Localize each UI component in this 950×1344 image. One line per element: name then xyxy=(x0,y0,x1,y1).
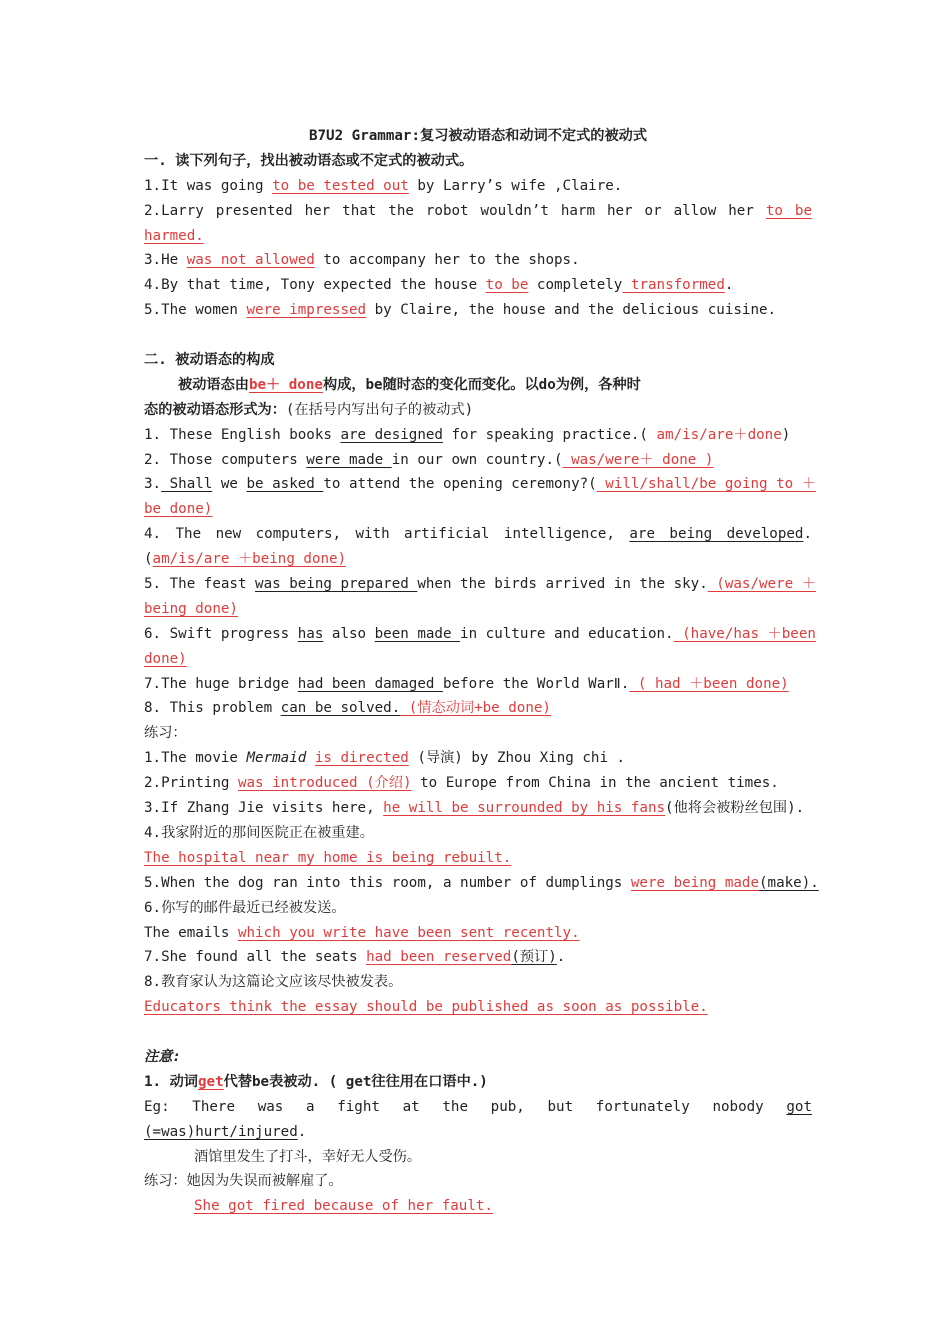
practice-label: 练习： xyxy=(144,725,187,742)
practice-5: 5.When the dog ran into this room, a number of dumplings were being made(make). xyxy=(144,874,819,891)
note-label: 注意: xyxy=(144,1048,181,1065)
s1-sentence-2: 2.Larry presented her that the robot wouldn’t harm her or allow her to be xyxy=(144,202,812,219)
s2-sentence-1: 1. These English books are designed for speaking practice.( am/is/are＋done) xyxy=(144,426,791,443)
practice-6-answer: The emails which you write have been sent recently. xyxy=(144,924,580,941)
practice-4-answer: The hospital near my home is being rebuilt. xyxy=(144,849,512,866)
s2-sentence-6: 6. Swift progress has also been made in culture and education. (have/has ＋been xyxy=(144,625,816,642)
practice-1: 1.The movie Mermaid is directed (导演) by Zhou Xing chi . xyxy=(144,750,626,767)
practice-2: 2.Printing was introduced (介绍) to Europe from China in the ancient times. xyxy=(144,775,779,792)
s2-sentence-5: 5. The feast was being prepared when the birds arrived in the sky. (was/were ＋ xyxy=(144,576,816,593)
s1-sentence-4: 4.By that time, Tony expected the house to be completely transformed. xyxy=(144,277,734,294)
note-1: 1. 动词get代替be表被动. ( get往往用在口语中.) xyxy=(144,1073,488,1090)
document-page xyxy=(144,124,819,1219)
s1-sentence-3: 3.He was not allowed to accompany her to the shops. xyxy=(144,252,580,269)
practice-3: 3.If Zhang Jie visits here, he will be surrounded by his fans(他将会被粉丝包围). xyxy=(144,800,805,817)
practice-6-question: 6.你写的邮件最近已经被发送。 xyxy=(144,899,346,916)
section1-heading: 一. 读下列句子，找出被动语态或不定式的被动式。 xyxy=(144,152,474,169)
section2-heading: 二. 被动语态的构成 xyxy=(144,352,275,369)
s2-sentence-6-cont: done) xyxy=(144,650,187,667)
note-example-cont: (=was)hurt/injured. xyxy=(144,1123,307,1140)
s2-sentence-4: 4. The new computers, with artificial intelligence, are being developed. xyxy=(144,526,812,543)
note-exercise: 练习：她因为失误而被解雇了。 xyxy=(144,1173,343,1190)
practice-7: 7.She found all the seats had been reserved(预订). xyxy=(144,949,566,966)
section2-intro: 被动语态由be＋ done构成，be随时态的变化而变化。以do为例，各种时 xyxy=(178,376,641,393)
s2-sentence-8: 8. This problem can be solved. (情态动词+be done) xyxy=(144,700,551,717)
practice-8-answer: Educators think the essay should be published as soon as possible. xyxy=(144,999,708,1016)
s2-sentence-3: 3. Shall we be asked to attend the opening ceremony?( will/shall/be going to ＋ xyxy=(144,476,816,493)
s2-sentence-3-cont: be done) xyxy=(144,501,213,518)
s2-sentence-5-cont: being done) xyxy=(144,600,238,617)
practice-4-question: 4.我家附近的那间医院正在被重建。 xyxy=(144,824,374,841)
note-exercise-answer: She got fired because of her fault. xyxy=(194,1198,493,1215)
note-example-translation: 酒馆里发生了打斗，幸好无人受伤。 xyxy=(194,1148,422,1165)
note-example: Eg: There was a fight at the pub, but fortunately nobody got xyxy=(144,1098,812,1115)
s1-sentence-2-cont: harmed. xyxy=(144,227,204,244)
s1-sentence-1: 1.It was going to be tested out by Larry’s wife ,Claire. xyxy=(144,177,623,194)
s2-sentence-7: 7.The huge bridge had been damaged before the World WarⅡ. ( had ＋been done) xyxy=(144,675,789,692)
section2-intro-cont: 态的被动语态形式为：(在括号内写出句子的被动式) xyxy=(144,401,474,418)
document-title: B7U2 Grammar:复习被动语态和动词不定式的被动式 xyxy=(308,128,648,144)
s2-sentence-4-cont: (am/is/are ＋being done) xyxy=(144,551,347,568)
s2-sentence-2: 2. Those computers were made in our own country.( was/were＋ done ) xyxy=(144,451,714,468)
s1-sentence-5: 5.The women were impressed by Claire, the house and the delicious cuisine. xyxy=(144,302,777,319)
practice-8-question: 8.教育家认为这篇论文应该尽快被发表。 xyxy=(144,974,403,991)
